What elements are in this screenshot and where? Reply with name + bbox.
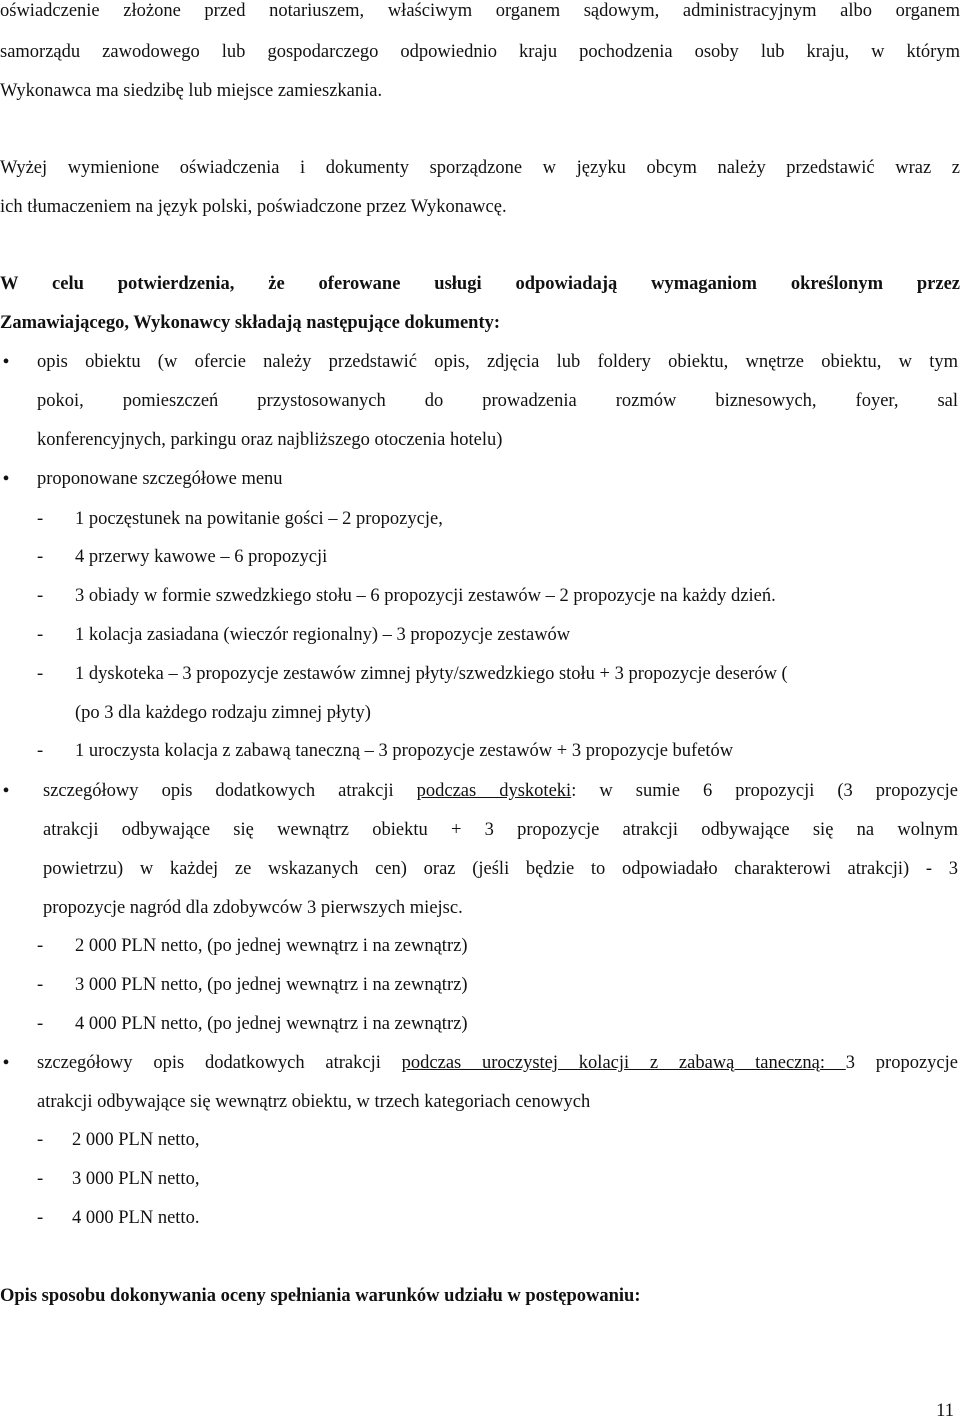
dash-marker: - <box>37 936 44 956</box>
menu-item: 1 uroczysta kolacja z zabawą taneczną – 3 propozycje zestawów + 3 propozycje bufetów <box>75 741 734 761</box>
paragraph2-line1: Wyżej wymienione oświadczenia i dokumenty sporządzone w języku obcym należy przedstawić wraz z <box>0 158 960 178</box>
bullet-icon: • <box>2 1052 10 1074</box>
bullet4-line1 <box>37 1052 958 1074</box>
paragraph2-line2: ich tłumaczeniem na język polski, poświadczone przez Wykonawcę. <box>0 197 507 217</box>
bullet-icon: • <box>2 468 10 490</box>
bullet2-title: proponowane szczegółowe menu <box>37 469 283 489</box>
dash-marker: - <box>37 547 44 567</box>
section-heading: Opis sposobu dokonywania oceny spełniania warunków udziału w postępowaniu: <box>0 1286 641 1306</box>
menu-item: 1 poczęstunek na powitanie gości – 2 propozycje, <box>75 509 443 529</box>
bullet3-line2: atrakcji odbywające się wewnątrz obiektu + 3 propozycje atrakcji odbywające się na wolnym <box>43 820 958 840</box>
bullet1-line3: konferencyjnych, parkingu oraz najbliższego otoczenia hotelu) <box>37 430 503 450</box>
menu-item: 3 obiady w formie szwedzkiego stołu – 6 propozycji zestawów – 2 propozycje na każdy dzień. <box>75 586 776 606</box>
paragraph3-line1: W celu potwierdzenia, że oferowane usługi odpowiadają wymaganiom określonym przez <box>0 274 960 294</box>
bullet4-line2: atrakcji odbywające się wewnątrz obiektu, w trzech kategoriach cenowych <box>37 1092 591 1112</box>
bullet1-line2: pokoi, pomieszczeń przystosowanych do prowadzenia rozmów biznesowych, foyer, sal <box>37 391 958 411</box>
dash-marker: - <box>37 625 44 645</box>
dash-marker: - <box>37 1169 44 1189</box>
menu-item: 1 kolacja zasiadana (wieczór regionalny) – 3 propozycje zestawów <box>75 625 571 645</box>
bullet3-line3: powietrzu) w każdej ze wskazanych cen) oraz (jeśli będzie to odpowiadało charakterowi atrakcji) - 3 <box>43 859 958 879</box>
dash-marker: - <box>37 1014 44 1034</box>
price-item: 2 000 PLN netto, (po jednej wewnątrz i na zewnątrz) <box>75 936 468 956</box>
page-number: 11 <box>936 1401 954 1421</box>
paragraph1-line2: samorządu zawodowego lub gospodarczego odpowiednio kraju pochodzenia osoby lub kraju, w którym <box>0 42 960 62</box>
menu-item-continuation: (po 3 dla każdego rodzaju zimnej płyty) <box>75 703 371 723</box>
bullet3-line4: propozycje nagród dla zdobywców 3 pierwszych miejsc. <box>43 898 463 918</box>
menu-item: 1 dyskoteka – 3 propozycje zestawów zimnej płyty/szwedzkiego stołu + 3 propozycje deserów ( <box>75 664 788 684</box>
dash-marker: - <box>37 1208 44 1228</box>
price-item: 3 000 PLN netto, <box>72 1169 200 1189</box>
dash-marker: - <box>37 509 44 529</box>
bullet-icon: • <box>2 351 10 373</box>
price-item: 3 000 PLN netto, (po jednej wewnątrz i na zewnątrz) <box>75 975 468 995</box>
dash-marker: - <box>37 664 44 684</box>
dash-marker: - <box>37 586 44 606</box>
dash-marker: - <box>37 1130 44 1150</box>
dash-marker: - <box>37 741 44 761</box>
bullet4-line1-post: 3 propozycje <box>845 1053 958 1073</box>
bullet4-line1-pre: szczegółowy opis dodatkowych atrakcji <box>37 1053 402 1073</box>
price-item: 4 000 PLN netto. <box>72 1208 200 1228</box>
paragraph1-line3: Wykonawca ma siedzibę lub miejsce zamieszkania. <box>0 81 383 101</box>
price-item: 2 000 PLN netto, <box>72 1130 200 1150</box>
bullet3-line1-pre: szczegółowy opis dodatkowych atrakcji <box>43 781 417 801</box>
price-item: 4 000 PLN netto, (po jednej wewnątrz i na zewnątrz) <box>75 1014 468 1034</box>
bullet1-line1: opis obiektu (w ofercie należy przedstawić opis, zdjęcia lub foldery obiektu, wnętrze obiektu, w tym <box>37 352 958 372</box>
bullet3-line1 <box>43 780 958 802</box>
bullet4-underlined-text: podczas uroczystej kolacji z zabawą taneczną: <box>401 1053 846 1073</box>
bullet3-underlined-text: podczas dyskoteki <box>416 781 572 801</box>
paragraph1-line1: oświadczenie złożone przed notariuszem, właściwym organem sądowym, administracyjnym albo organem <box>0 1 960 21</box>
bullet-icon: • <box>2 780 10 802</box>
paragraph3-line2: Zamawiającego, Wykonawcy składają następujące dokumenty: <box>0 313 501 333</box>
bullet3-line1-post: : w sumie 6 propozycji (3 propozycje <box>571 781 958 801</box>
menu-item: 4 przerwy kawowe – 6 propozycji <box>75 547 328 567</box>
dash-marker: - <box>37 975 44 995</box>
